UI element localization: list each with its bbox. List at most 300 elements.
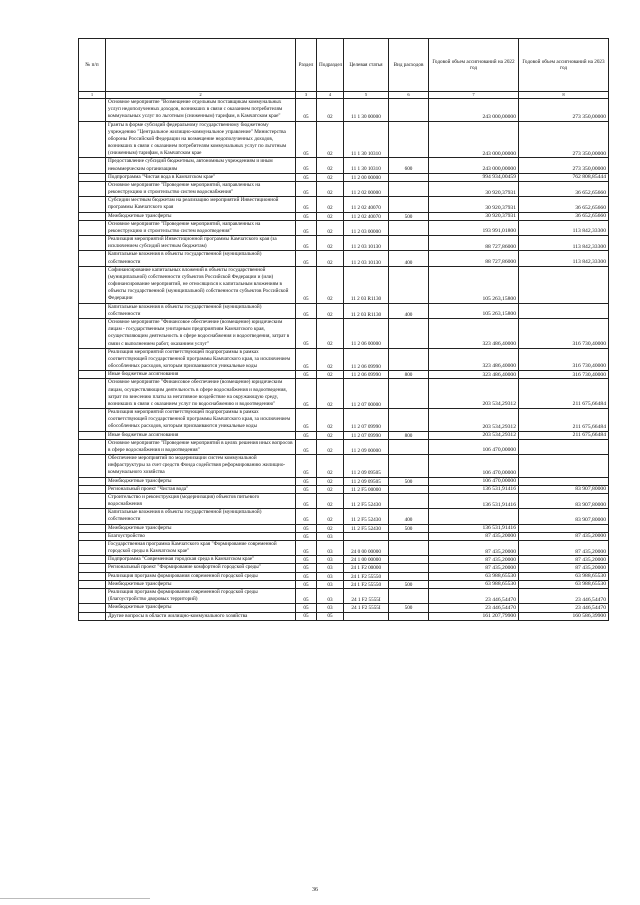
cell-2022: 23 446,54470: [429, 604, 519, 612]
cell-name: Подпрограмма "Чистая вода в Камчатском крае": [106, 173, 296, 181]
cell-podrazdel: 05: [317, 612, 344, 620]
cell-podrazdel: 03: [317, 532, 344, 540]
cell-2023: 113 842,33300: [519, 251, 609, 266]
column-number: 1: [79, 92, 106, 99]
cell-podrazdel: 02: [317, 477, 344, 485]
table-row: [79, 318, 609, 348]
cell-podrazdel: 03: [317, 556, 344, 564]
table-row: [79, 493, 609, 508]
cell-2022: 243 000,00000: [429, 158, 519, 173]
cell-csr: 11 2 09 00000: [344, 439, 389, 454]
cell-podrazdel: 02: [317, 439, 344, 454]
cell-num: [79, 266, 106, 303]
cell-num: [79, 431, 106, 439]
cell-2022: 106 470,00000: [429, 439, 519, 454]
cell-podrazdel: 02: [317, 348, 344, 371]
cell-csr: 11 2 03 00000: [344, 220, 389, 235]
cell-name: Основное мероприятие "Проведение мероприятий, направленных на реконструкцию и строительство систем водоотведения": [106, 220, 296, 235]
cell-csr: 11 2 06 00000: [344, 318, 389, 348]
cell-vr: [389, 318, 429, 348]
cell-vr: [389, 266, 429, 303]
cell-2023: 63 988,65530: [519, 572, 609, 580]
cell-2023: [519, 439, 609, 454]
cell-csr: 11 2 03 10130: [344, 236, 389, 251]
cell-podrazdel: 02: [317, 181, 344, 196]
cell-2022: 30 920,37931: [429, 181, 519, 196]
cell-name: Субсидии местным бюджетам на реализацию мероприятий Инвестиционной программы Камчатского края: [106, 197, 296, 212]
cell-2023: [519, 303, 609, 318]
cell-name: Межбюджетные трансферты: [106, 524, 296, 532]
cell-2023: 762 808,85444: [519, 173, 609, 181]
cell-num: [79, 540, 106, 555]
table-row: [79, 455, 609, 478]
cell-2023: 36 652,65660: [519, 197, 609, 212]
cell-name: Межбюджетные трансферты: [106, 477, 296, 485]
cell-razdel: 05: [296, 477, 317, 485]
cell-razdel: 05: [296, 220, 317, 235]
cell-num: [79, 303, 106, 318]
cell-csr: 11 2 07 00000: [344, 379, 389, 409]
cell-csr: 11 2 09 09505: [344, 455, 389, 478]
cell-podrazdel: 02: [317, 212, 344, 220]
cell-podrazdel: 02: [317, 493, 344, 508]
header-2022: Годовой объем ассигнований на 2022 год: [429, 39, 519, 92]
cell-name: Межбюджетные трансферты: [106, 212, 296, 220]
cell-num: [79, 564, 106, 572]
cell-num: [79, 379, 106, 409]
cell-razdel: 05: [296, 493, 317, 508]
cell-num: [79, 485, 106, 493]
cell-num: [79, 604, 106, 612]
cell-num: [79, 212, 106, 220]
cell-razdel: 05: [296, 303, 317, 318]
document-page: [78, 38, 608, 621]
cell-podrazdel: 03: [317, 604, 344, 612]
cell-csr: 24 1 F2 5555I: [344, 589, 389, 604]
cell-num: [79, 251, 106, 266]
cell-num: [79, 99, 106, 122]
cell-2023: 316 730,40000: [519, 318, 609, 348]
cell-podrazdel: 03: [317, 572, 344, 580]
cell-vr: [389, 572, 429, 580]
cell-2022: 161 207,79900: [429, 612, 519, 620]
cell-2022: 243 000,00000: [429, 121, 519, 158]
header-num: № п/п: [79, 39, 106, 92]
cell-2022: 87 435,20000: [429, 564, 519, 572]
table-row: [79, 580, 609, 588]
cell-name: Основное мероприятие "Финансовое обеспечение (возмещение) юридическим лицам, осуществляющим деятельность в сфере водоснабжения и водоотведения, затрат по внесению платы за негативное воздействие на окружающую среду, возникших в связи с оказанием услуг по водоснабжению и водоотведению": [106, 379, 296, 409]
table-row: [79, 197, 609, 212]
cell-razdel: 05: [296, 485, 317, 493]
table-row: [79, 485, 609, 493]
header-vr: Вид расходов: [389, 39, 429, 92]
cell-2022: 203 534,29312: [429, 431, 519, 439]
cell-vr: [389, 121, 429, 158]
cell-2022: 87 435,20000: [429, 532, 519, 540]
cell-2022: 30 920,37931: [429, 197, 519, 212]
cell-2022: 323 486,40000: [429, 318, 519, 348]
cell-name: Иные бюджетные ассигнования: [106, 371, 296, 379]
cell-razdel: 05: [296, 379, 317, 409]
cell-num: [79, 439, 106, 454]
cell-num: [79, 589, 106, 604]
cell-2023: 273 350,00000: [519, 99, 609, 122]
cell-csr: 11 2 03 R1130: [344, 303, 389, 318]
column-number: 2: [106, 92, 296, 99]
cell-2023: 211 675,66484: [519, 431, 609, 439]
cell-name: Гранты в форме субсидий федеральному государственному бюджетному учреждению "Центральное жилищно-коммунальное управление" Министерства обороны Российской Федерации на возмещение недополученных доходов, возникших в связи с оказанием потребителям коммунальных услуг по льготным (сниженным) тарифам, в Камчатском крае: [106, 121, 296, 158]
cell-csr: 11 1 30 00000: [344, 99, 389, 122]
header-name: [106, 39, 296, 92]
cell-vr: [389, 532, 429, 540]
cell-num: [79, 455, 106, 478]
cell-razdel: 05: [296, 455, 317, 478]
cell-2023: 113 842,33300: [519, 236, 609, 251]
cell-num: [79, 348, 106, 371]
cell-vr: 400: [389, 509, 429, 524]
cell-vr: [389, 564, 429, 572]
cell-vr: [389, 540, 429, 555]
cell-num: [79, 181, 106, 196]
table-row: [79, 181, 609, 196]
cell-num: [79, 158, 106, 173]
cell-name: Предоставление субсидий бюджетным, автономным учреждениям и иным некоммерческим организациям: [106, 158, 296, 173]
cell-num: [79, 220, 106, 235]
cell-vr: [389, 181, 429, 196]
cell-podrazdel: 02: [317, 379, 344, 409]
cell-2022: 88 727,86000: [429, 236, 519, 251]
cell-csr: 11 2 03 R1130: [344, 266, 389, 303]
cell-num: [79, 580, 106, 588]
cell-2022: 136 531,91416: [429, 524, 519, 532]
cell-name: Основное мероприятие "Проведение мероприятий, направленных на реконструкцию и строительство систем водоснабжения": [106, 181, 296, 196]
table-row: [79, 121, 609, 158]
cell-razdel: 05: [296, 181, 317, 196]
cell-csr: 11 1 30 10310: [344, 158, 389, 173]
cell-num: [79, 409, 106, 432]
cell-num: [79, 197, 106, 212]
cell-podrazdel: 02: [317, 121, 344, 158]
cell-razdel: 05: [296, 99, 317, 122]
cell-razdel: 05: [296, 251, 317, 266]
cell-2023: 113 842,33300: [519, 220, 609, 235]
table-row: [79, 604, 609, 612]
cell-2023: [519, 266, 609, 303]
cell-podrazdel: 02: [317, 524, 344, 532]
cell-2022: 243 000,00000: [429, 99, 519, 122]
cell-2023: 273 350,00000: [519, 158, 609, 173]
cell-csr: 11 1 30 10310: [344, 121, 389, 158]
cell-vr: [389, 220, 429, 235]
cell-csr: 11 2 06 09990: [344, 348, 389, 371]
cell-name: Межбюджетные трансферты: [106, 604, 296, 612]
cell-2023: 87 435,20000: [519, 540, 609, 555]
cell-name: Софинансирование капитальных вложений в объекты государственной (муниципальной) собственности субъектов Российской Федерации и (или) софинансирование мероприятий, не относящихся к капитальным вложениям в объекты государственной (муниципальной) собственности субъектов Российской Федерации: [106, 266, 296, 303]
cell-2023: [519, 477, 609, 485]
cell-csr: 24 1 F2 55550: [344, 572, 389, 580]
table-row: [79, 212, 609, 220]
cell-csr: [344, 612, 389, 620]
cell-razdel: 05: [296, 236, 317, 251]
cell-razdel: 05: [296, 212, 317, 220]
cell-razdel: 05: [296, 556, 317, 564]
cell-csr: [344, 532, 389, 540]
cell-num: [79, 556, 106, 564]
cell-2023: 87 435,20000: [519, 556, 609, 564]
column-number: 3: [296, 92, 317, 99]
cell-podrazdel: 02: [317, 251, 344, 266]
column-number-row: [79, 92, 609, 99]
table-row: [79, 379, 609, 409]
cell-podrazdel: 02: [317, 509, 344, 524]
cell-vr: [389, 556, 429, 564]
cell-num: [79, 477, 106, 485]
footer-rule: [0, 898, 150, 902]
cell-csr: 11 2 06 09990: [344, 371, 389, 379]
cell-name: Основное мероприятие "Проведение мероприятий в целях решения иных вопросов в сфере водоснабжения и водоотведения": [106, 439, 296, 454]
cell-razdel: 05: [296, 173, 317, 181]
cell-podrazdel: 03: [317, 540, 344, 555]
cell-razdel: 05: [296, 409, 317, 432]
table-row: [79, 612, 609, 620]
cell-csr: 11 2 F5 52430: [344, 524, 389, 532]
cell-2023: [519, 524, 609, 532]
cell-2022: 87 435,20000: [429, 540, 519, 555]
table-row: [79, 439, 609, 454]
cell-csr: 24 1 F2 55550: [344, 580, 389, 588]
cell-name: Реализация программ формирования современной городской среды: [106, 572, 296, 580]
cell-2022: 106 470,00000: [429, 477, 519, 485]
cell-podrazdel: 03: [317, 564, 344, 572]
cell-podrazdel: 02: [317, 303, 344, 318]
cell-podrazdel: 03: [317, 589, 344, 604]
cell-podrazdel: 02: [317, 173, 344, 181]
cell-vr: [389, 409, 429, 432]
cell-2022: 994 934,00459: [429, 173, 519, 181]
cell-name: Капитальные вложения в объекты государственной (муниципальной) собственности: [106, 251, 296, 266]
page-number: 36: [312, 887, 318, 893]
header-razdel: Раздел: [296, 39, 317, 92]
cell-razdel: 05: [296, 589, 317, 604]
cell-razdel: 05: [296, 371, 317, 379]
cell-csr: 11 2 02 40070: [344, 212, 389, 220]
cell-2022: 105 263,15800: [429, 303, 519, 318]
cell-csr: 11 2 07 09990: [344, 431, 389, 439]
table-row: [79, 236, 609, 251]
cell-2023: 211 675,66484: [519, 379, 609, 409]
cell-num: [79, 509, 106, 524]
cell-name: Реализация программ формирования современной городской среды (благоустройство дворовых территорий): [106, 589, 296, 604]
header-podrazdel: Подраздел: [317, 39, 344, 92]
cell-podrazdel: 02: [317, 236, 344, 251]
cell-csr: 11 2 02 00000: [344, 181, 389, 196]
cell-2022: 23 446,54470: [429, 589, 519, 604]
cell-2023: 23 446,54470: [519, 604, 609, 612]
cell-razdel: 05: [296, 572, 317, 580]
cell-num: [79, 371, 106, 379]
cell-name: Капитальные вложения в объекты государственной (муниципальной) собственности: [106, 509, 296, 524]
cell-vr: 400: [389, 251, 429, 266]
cell-podrazdel: 03: [317, 580, 344, 588]
cell-2023: 36 652,65660: [519, 212, 609, 220]
cell-razdel: 05: [296, 524, 317, 532]
cell-razdel: 05: [296, 431, 317, 439]
column-number: 8: [519, 92, 609, 99]
cell-csr: 24 0 00 00000: [344, 540, 389, 555]
cell-name: Региональный проект "Чистая вода": [106, 485, 296, 493]
cell-num: [79, 524, 106, 532]
cell-csr: 11 2 00 00000: [344, 173, 389, 181]
cell-2022: 136 531,91416: [429, 493, 519, 508]
table-row: [79, 99, 609, 122]
cell-csr: 11 2 F5 52430: [344, 493, 389, 508]
cell-2023: 273 350,00000: [519, 121, 609, 158]
cell-2022: 203 534,29312: [429, 409, 519, 432]
cell-csr: 24 1 00 00000: [344, 556, 389, 564]
table-row: [79, 371, 609, 379]
cell-2023: 211 675,66484: [519, 409, 609, 432]
cell-csr: 11 2 02 40070: [344, 197, 389, 212]
cell-name: Реализация мероприятий соответствующей подпрограммы в рамках соответствующей государственной программы Камчатского края, за исключением обособленных расходов, которым присваиваются уникальные коды: [106, 409, 296, 432]
cell-vr: 500: [389, 604, 429, 612]
cell-name: Реализация мероприятий Инвестиционной программы Камчатского края (за исключением субсидий местным бюджетам): [106, 236, 296, 251]
budget-table: [78, 38, 609, 621]
cell-csr: 11 2 F5 00000: [344, 485, 389, 493]
cell-num: [79, 236, 106, 251]
table-row: [79, 556, 609, 564]
table-row: [79, 589, 609, 604]
cell-podrazdel: 02: [317, 318, 344, 348]
table-row: [79, 509, 609, 524]
cell-vr: [389, 173, 429, 181]
cell-podrazdel: 02: [317, 158, 344, 173]
cell-vr: [389, 455, 429, 478]
table-row: [79, 220, 609, 235]
table-row: [79, 524, 609, 532]
cell-vr: [389, 197, 429, 212]
cell-csr: 11 2 F5 52430: [344, 509, 389, 524]
cell-vr: [389, 485, 429, 493]
cell-podrazdel: 02: [317, 266, 344, 303]
cell-name: Межбюджетные трансферты: [106, 580, 296, 588]
cell-podrazdel: 02: [317, 485, 344, 493]
cell-2022: 193 991,01800: [429, 220, 519, 235]
cell-vr: 800: [389, 371, 429, 379]
cell-csr: 11 2 07 09990: [344, 409, 389, 432]
cell-vr: [389, 493, 429, 508]
cell-name: Другие вопросы в области жилищно-коммунального хозяйства: [106, 612, 296, 620]
cell-num: [79, 493, 106, 508]
cell-vr: 600: [389, 158, 429, 173]
cell-2022: 136 531,91416: [429, 485, 519, 493]
cell-razdel: 05: [296, 348, 317, 371]
cell-2022: 106 470,00000: [429, 455, 519, 478]
cell-podrazdel: 02: [317, 409, 344, 432]
table-row: [79, 251, 609, 266]
table-row: [79, 158, 609, 173]
cell-podrazdel: 02: [317, 220, 344, 235]
cell-2023: 23 446,54470: [519, 589, 609, 604]
table-row: [79, 303, 609, 318]
cell-num: [79, 532, 106, 540]
cell-2022: 63 988,65530: [429, 572, 519, 580]
cell-razdel: 05: [296, 439, 317, 454]
cell-podrazdel: 02: [317, 99, 344, 122]
cell-vr: 500: [389, 524, 429, 532]
cell-razdel: 05: [296, 121, 317, 158]
cell-vr: 500: [389, 580, 429, 588]
cell-2023: 87 435,20000: [519, 532, 609, 540]
cell-2022: 105 263,15800: [429, 266, 519, 303]
cell-name: Капитальные вложения в объекты государственной (муниципальной) собственности: [106, 303, 296, 318]
cell-vr: 500: [389, 477, 429, 485]
column-number: 6: [389, 92, 429, 99]
cell-razdel: 05: [296, 266, 317, 303]
cell-vr: [389, 348, 429, 371]
cell-name: Обеспечение мероприятий по модернизации систем коммунальной инфраструктуры за счет средств Фонда содействия реформированию жилищно-коммунального хозяйства: [106, 455, 296, 478]
table-body: [79, 99, 609, 621]
cell-podrazdel: 02: [317, 197, 344, 212]
cell-razdel: 05: [296, 197, 317, 212]
cell-name: Государственная программа Камчатского края "Формирование современной городской среды в Камчатском крае": [106, 540, 296, 555]
cell-razdel: 05: [296, 580, 317, 588]
cell-name: Основное мероприятие "Возмещение отдельным поставщикам коммунальных услуп недополученных доходов, возникших в связи с оказанием потребителям коммунальных услуг по льготным (сниженным) тарифам, в Камчатском крае": [106, 99, 296, 122]
cell-razdel: 05: [296, 564, 317, 572]
cell-vr: [389, 439, 429, 454]
cell-csr: 11 2 09 09505: [344, 477, 389, 485]
cell-name: Строительство и реконструкция (модернизация) объектов питьевого водоснабжения: [106, 493, 296, 508]
cell-name: Благоустройство: [106, 532, 296, 540]
cell-name: Основное мероприятие "Финансовое обеспечение (возмещение) юридическим лицам - государственным унитарным предприятиям Камчатского края, осуществляющим деятельность в сфере водоснабжения и водоотведения, затрат в связи с выполнением работ, оказанием услуг": [106, 318, 296, 348]
cell-2022: [429, 509, 519, 524]
cell-2023: 316 730,40000: [519, 348, 609, 371]
cell-2023: 83 907,80000: [519, 493, 609, 508]
cell-num: [79, 318, 106, 348]
cell-2022: 87 435,20000: [429, 556, 519, 564]
table-row: [79, 572, 609, 580]
cell-vr: [389, 589, 429, 604]
table-row: [79, 477, 609, 485]
cell-name: Региональный проект "Формирование комфортной городской среды": [106, 564, 296, 572]
cell-podrazdel: 02: [317, 455, 344, 478]
cell-2022: 203 534,29312: [429, 379, 519, 409]
cell-csr: 24 1 F2 5555I: [344, 604, 389, 612]
header-csr: Целевая статья: [344, 39, 389, 92]
cell-num: [79, 572, 106, 580]
table-row: [79, 173, 609, 181]
cell-num: [79, 121, 106, 158]
table-row: [79, 540, 609, 555]
cell-csr: 11 2 03 10130: [344, 251, 389, 266]
cell-vr: 400: [389, 303, 429, 318]
column-number: 7: [429, 92, 519, 99]
cell-vr: [389, 379, 429, 409]
cell-razdel: 05: [296, 612, 317, 620]
cell-2022: 323 486,40000: [429, 348, 519, 371]
cell-razdel: 05: [296, 158, 317, 173]
cell-2023: 63 988,65530: [519, 580, 609, 588]
cell-csr: 24 1 F2 00000: [344, 564, 389, 572]
cell-razdel: 05: [296, 509, 317, 524]
cell-2023: 36 652,65660: [519, 181, 609, 196]
cell-num: [79, 612, 106, 620]
cell-vr: [389, 236, 429, 251]
header-2023: Годовой объем ассигнований на 2023 год: [519, 39, 609, 92]
cell-2023: 316 730,40000: [519, 371, 609, 379]
cell-razdel: 05: [296, 604, 317, 612]
table-row: [79, 348, 609, 371]
cell-razdel: 05: [296, 318, 317, 348]
